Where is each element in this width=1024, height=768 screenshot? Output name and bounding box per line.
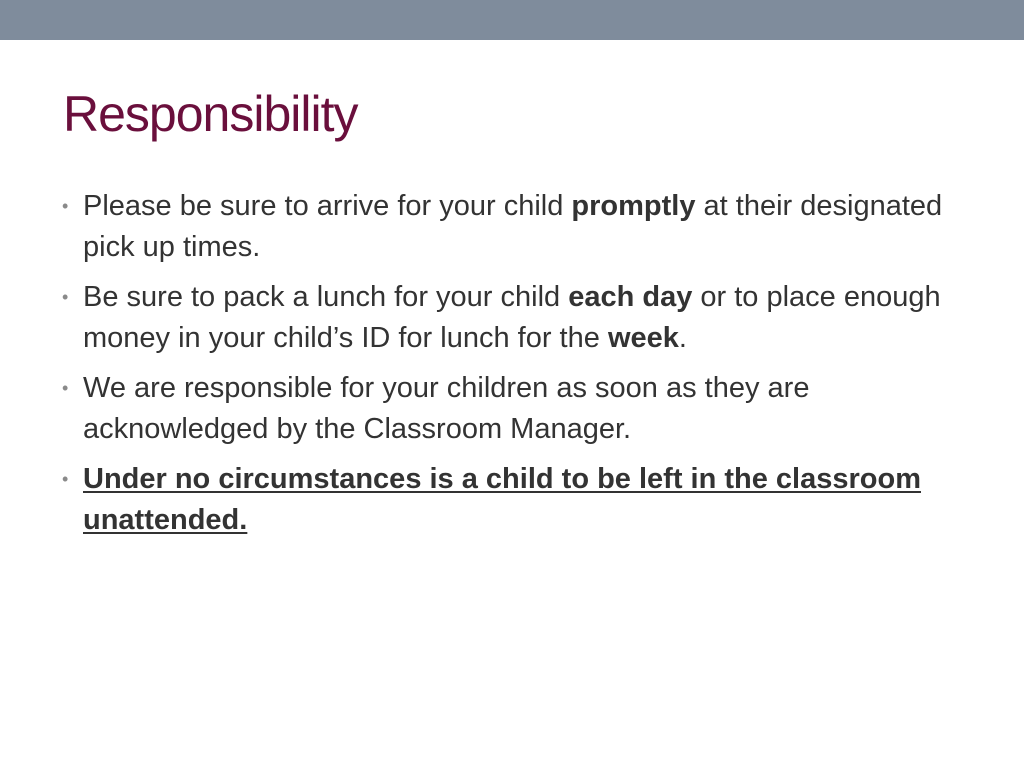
bullet-text bbox=[83, 190, 942, 263]
bullet-item-lunch bbox=[62, 277, 962, 359]
bullet-text-segment: . bbox=[678, 322, 687, 354]
bullet-text: Under no circumstances is a child to be left in the classroom unattended. bbox=[83, 463, 921, 536]
top-banner bbox=[0, 0, 1024, 40]
bullet-list bbox=[62, 186, 962, 550]
bullet-item-unattended-rule bbox=[62, 459, 962, 541]
bullet-text bbox=[83, 281, 941, 354]
bullet-icon: • bbox=[62, 469, 69, 489]
bullet-icon: • bbox=[62, 287, 69, 307]
bullet-icon: • bbox=[62, 378, 69, 398]
bullet-emphasis: week bbox=[607, 322, 679, 354]
bullet-item-responsibility bbox=[62, 368, 962, 450]
bullet-text-segment: Be sure to pack a lunch for your child bbox=[83, 281, 569, 313]
bullet-emphasis: promptly bbox=[571, 190, 696, 222]
bullet-item-pickup bbox=[62, 186, 962, 268]
bullet-text: We are responsible for your children as soon as they are acknowledged by the Classroom Manager. bbox=[83, 372, 810, 445]
bullet-emphasis: each day bbox=[568, 281, 693, 313]
bullet-icon: • bbox=[62, 196, 69, 216]
slide-title: Responsibility bbox=[63, 86, 358, 142]
bullet-text-segment: Please be sure to arrive for your child bbox=[83, 190, 572, 222]
bullet-text-segment: or to place enough money in your child’s ID for lunch for the bbox=[83, 281, 941, 354]
bullet-text-segment: at their designated pick up times. bbox=[83, 190, 943, 263]
